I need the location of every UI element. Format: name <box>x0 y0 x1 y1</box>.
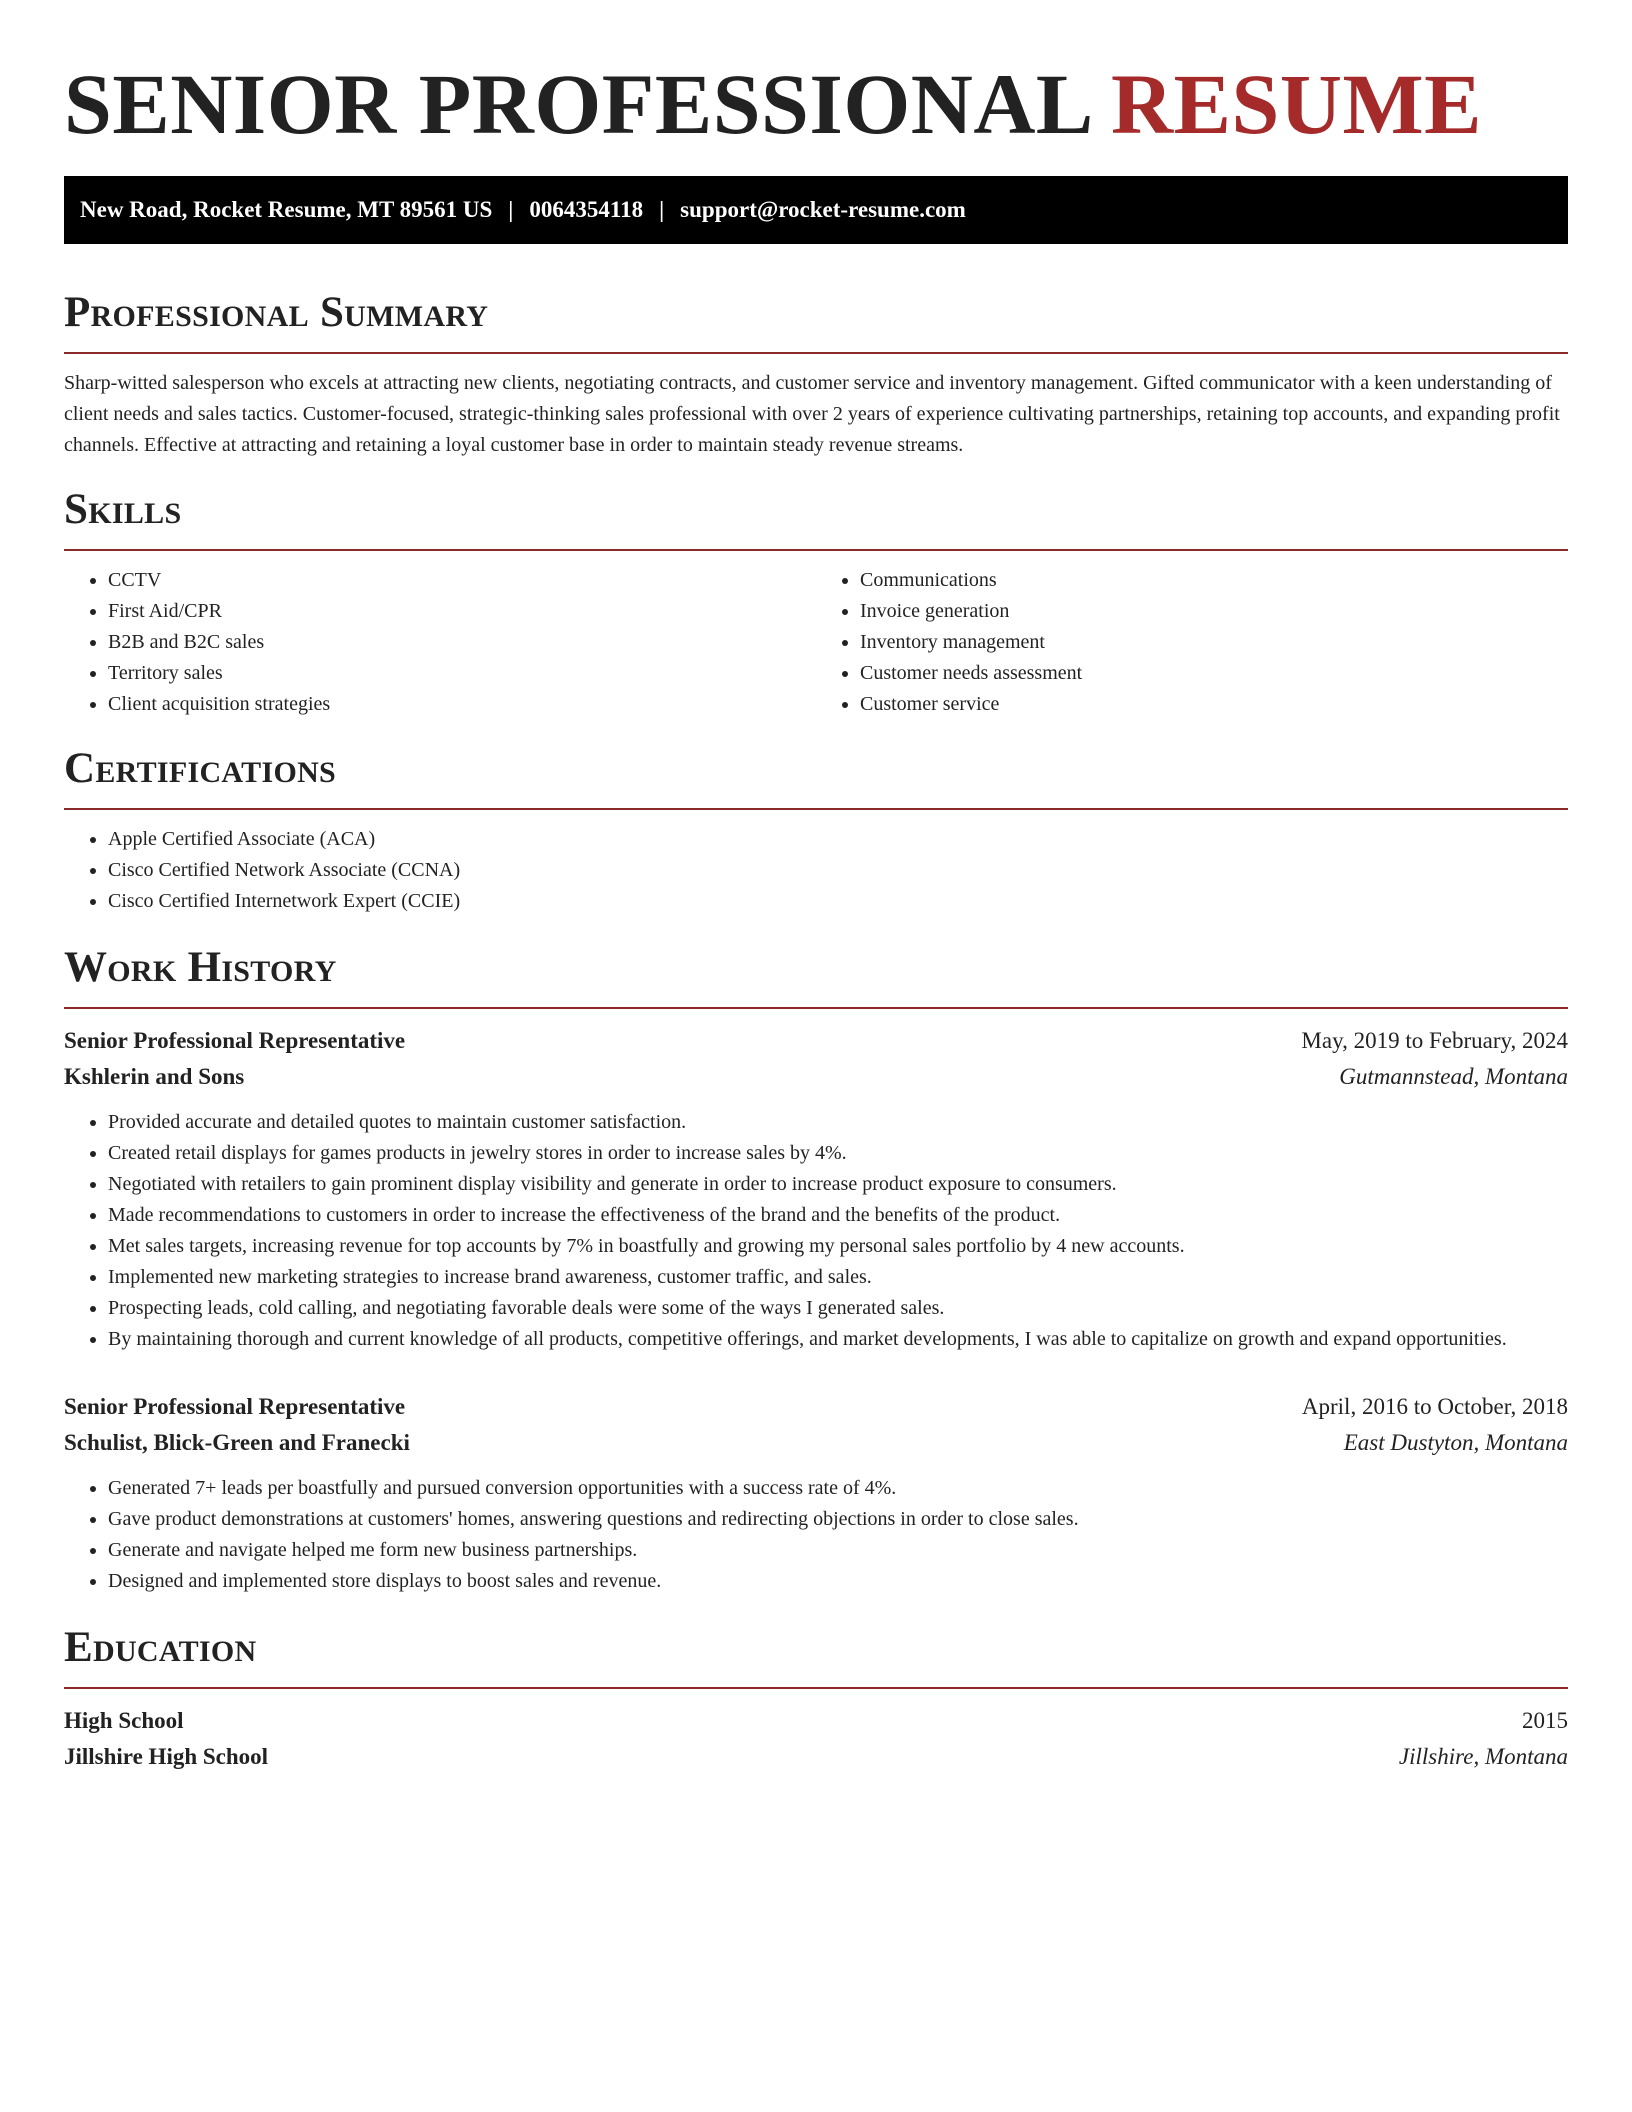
job-bullet: • Gave product demonstrations at customers' homes, answering questions and redirecting objections in order to close sales. <box>108 1504 1568 1535</box>
work-history-heading: Work History <box>64 944 337 991</box>
contact-phone: 0064354118 <box>529 197 644 222</box>
skill-item: • Customer service <box>860 689 1568 720</box>
summary-text: Sharp-witted salesperson who excels at attracting new clients, negotiating contracts, and customer service and inventory management. Gifted communicator with a keen understanding of client needs and sales tactics. Customer-focused, strategic-thinking sales professional with over 2 years of experience cultivating partnerships, retaining top accounts, and expanding profit channels. Effective at attracting and retaining a loyal customer base in order to maintain steady revenue streams. <box>64 372 1560 456</box>
skills-list-right <box>816 565 1568 720</box>
contact-separator: | <box>659 197 665 222</box>
education-heading: Education <box>64 1624 257 1671</box>
education-school: Jillshire High School <box>64 1744 269 1769</box>
job-bullet: • By maintaining thorough and current knowledge of all products, competitive offerings, and market developments, I was able to capitalize on growth and expand opportunities. <box>108 1324 1568 1355</box>
job-bullet: • Provided accurate and detailed quotes to maintain customer satisfaction. <box>108 1107 1568 1138</box>
job-bullet: • Generated 7+ leads per boastfully and pursued conversion opportunities with a success rate of 4%. <box>108 1473 1568 1504</box>
education-header-line <box>64 1703 1568 1739</box>
certification-item: • Cisco Certified Internetwork Expert (CCIE) <box>108 886 1568 917</box>
education-entry <box>64 1703 1568 1775</box>
skill-item: • B2B and B2C sales <box>108 627 816 658</box>
job-company: Kshlerin and Sons <box>64 1064 245 1089</box>
resume-title <box>64 0 1568 150</box>
skill-item: • First Aid/CPR <box>108 596 816 627</box>
skills-grid <box>64 565 1568 720</box>
job-location: Gutmannstead, Montana <box>1339 1064 1568 1089</box>
certifications-list <box>64 824 1568 917</box>
skill-item: • Customer needs assessment <box>860 658 1568 689</box>
skills-list-left <box>64 565 816 720</box>
job-header-line <box>64 1389 1568 1425</box>
title-main: SENIOR PROFESSIONAL <box>64 56 1090 152</box>
job-title: Senior Professional Representative <box>64 1028 406 1053</box>
job-bullet: • Generate and navigate helped me form new business partnerships. <box>108 1535 1568 1566</box>
skills-heading: Skills <box>64 486 182 533</box>
education-location: Jillshire, Montana <box>1398 1744 1568 1769</box>
certifications-heading: Certifications <box>64 745 337 792</box>
job-bullet: • Designed and implemented store displays to boost sales and revenue. <box>108 1566 1568 1597</box>
job-bullet: • Made recommendations to customers in order to increase the effectiveness of the brand and the benefits of the product. <box>108 1200 1568 1231</box>
contact-address: New Road, Rocket Resume, MT 89561 US <box>80 197 493 222</box>
skill-item: • Invoice generation <box>860 596 1568 627</box>
job-company-line <box>64 1059 1568 1095</box>
job-company: Schulist, Blick-Green and Franecki <box>64 1430 410 1455</box>
job-dates: May, 2019 to February, 2024 <box>1301 1028 1568 1053</box>
job-location: East Dustyton, Montana <box>1343 1430 1568 1455</box>
skill-item: • Communications <box>860 565 1568 596</box>
contact-email: support@rocket-resume.com <box>680 197 966 222</box>
contact-separator: | <box>508 197 514 222</box>
section-divider <box>64 808 1568 810</box>
job-title: Senior Professional Representative <box>64 1394 406 1419</box>
job-entry <box>64 1023 1568 1355</box>
certification-item: • Apple Certified Associate (ACA) <box>108 824 1568 855</box>
job-bullet: • Prospecting leads, cold calling, and negotiating favorable deals were some of the ways I generated sales. <box>108 1293 1568 1324</box>
job-bullet: • Met sales targets, increasing revenue for top accounts by 7% in boastfully and growing my personal sales portfolio by 4 new accounts. <box>108 1231 1568 1262</box>
section-divider <box>64 549 1568 551</box>
summary-heading: Professional Summary <box>64 289 489 336</box>
title-accent: RESUME <box>1111 56 1482 152</box>
education-year: 2015 <box>1522 1708 1568 1733</box>
job-dates: April, 2016 to October, 2018 <box>1301 1394 1568 1419</box>
certification-item: • Cisco Certified Network Associate (CCNA) <box>108 855 1568 886</box>
skill-item: • Client acquisition strategies <box>108 689 816 720</box>
job-company-line <box>64 1425 1568 1461</box>
skill-item: • Territory sales <box>108 658 816 689</box>
job-bullet: • Implemented new marketing strategies to increase brand awareness, customer traffic, and sales. <box>108 1262 1568 1293</box>
education-degree: High School <box>64 1708 184 1733</box>
section-divider <box>64 1687 1568 1689</box>
skill-item: • Inventory management <box>860 627 1568 658</box>
job-bullet: • Created retail displays for games products in jewelry stores in order to increase sales by 4%. <box>108 1138 1568 1169</box>
job-entry <box>64 1389 1568 1597</box>
education-school-line <box>64 1739 1568 1775</box>
job-bullets <box>64 1107 1568 1355</box>
section-divider <box>64 352 1568 354</box>
skill-item: • CCTV <box>108 565 816 596</box>
job-bullets <box>64 1473 1568 1597</box>
contact-bar <box>64 176 1568 244</box>
job-header-line <box>64 1023 1568 1059</box>
job-bullet: • Negotiated with retailers to gain prominent display visibility and generate in order to increase product exposure to consumers. <box>108 1169 1568 1200</box>
section-divider <box>64 1007 1568 1009</box>
